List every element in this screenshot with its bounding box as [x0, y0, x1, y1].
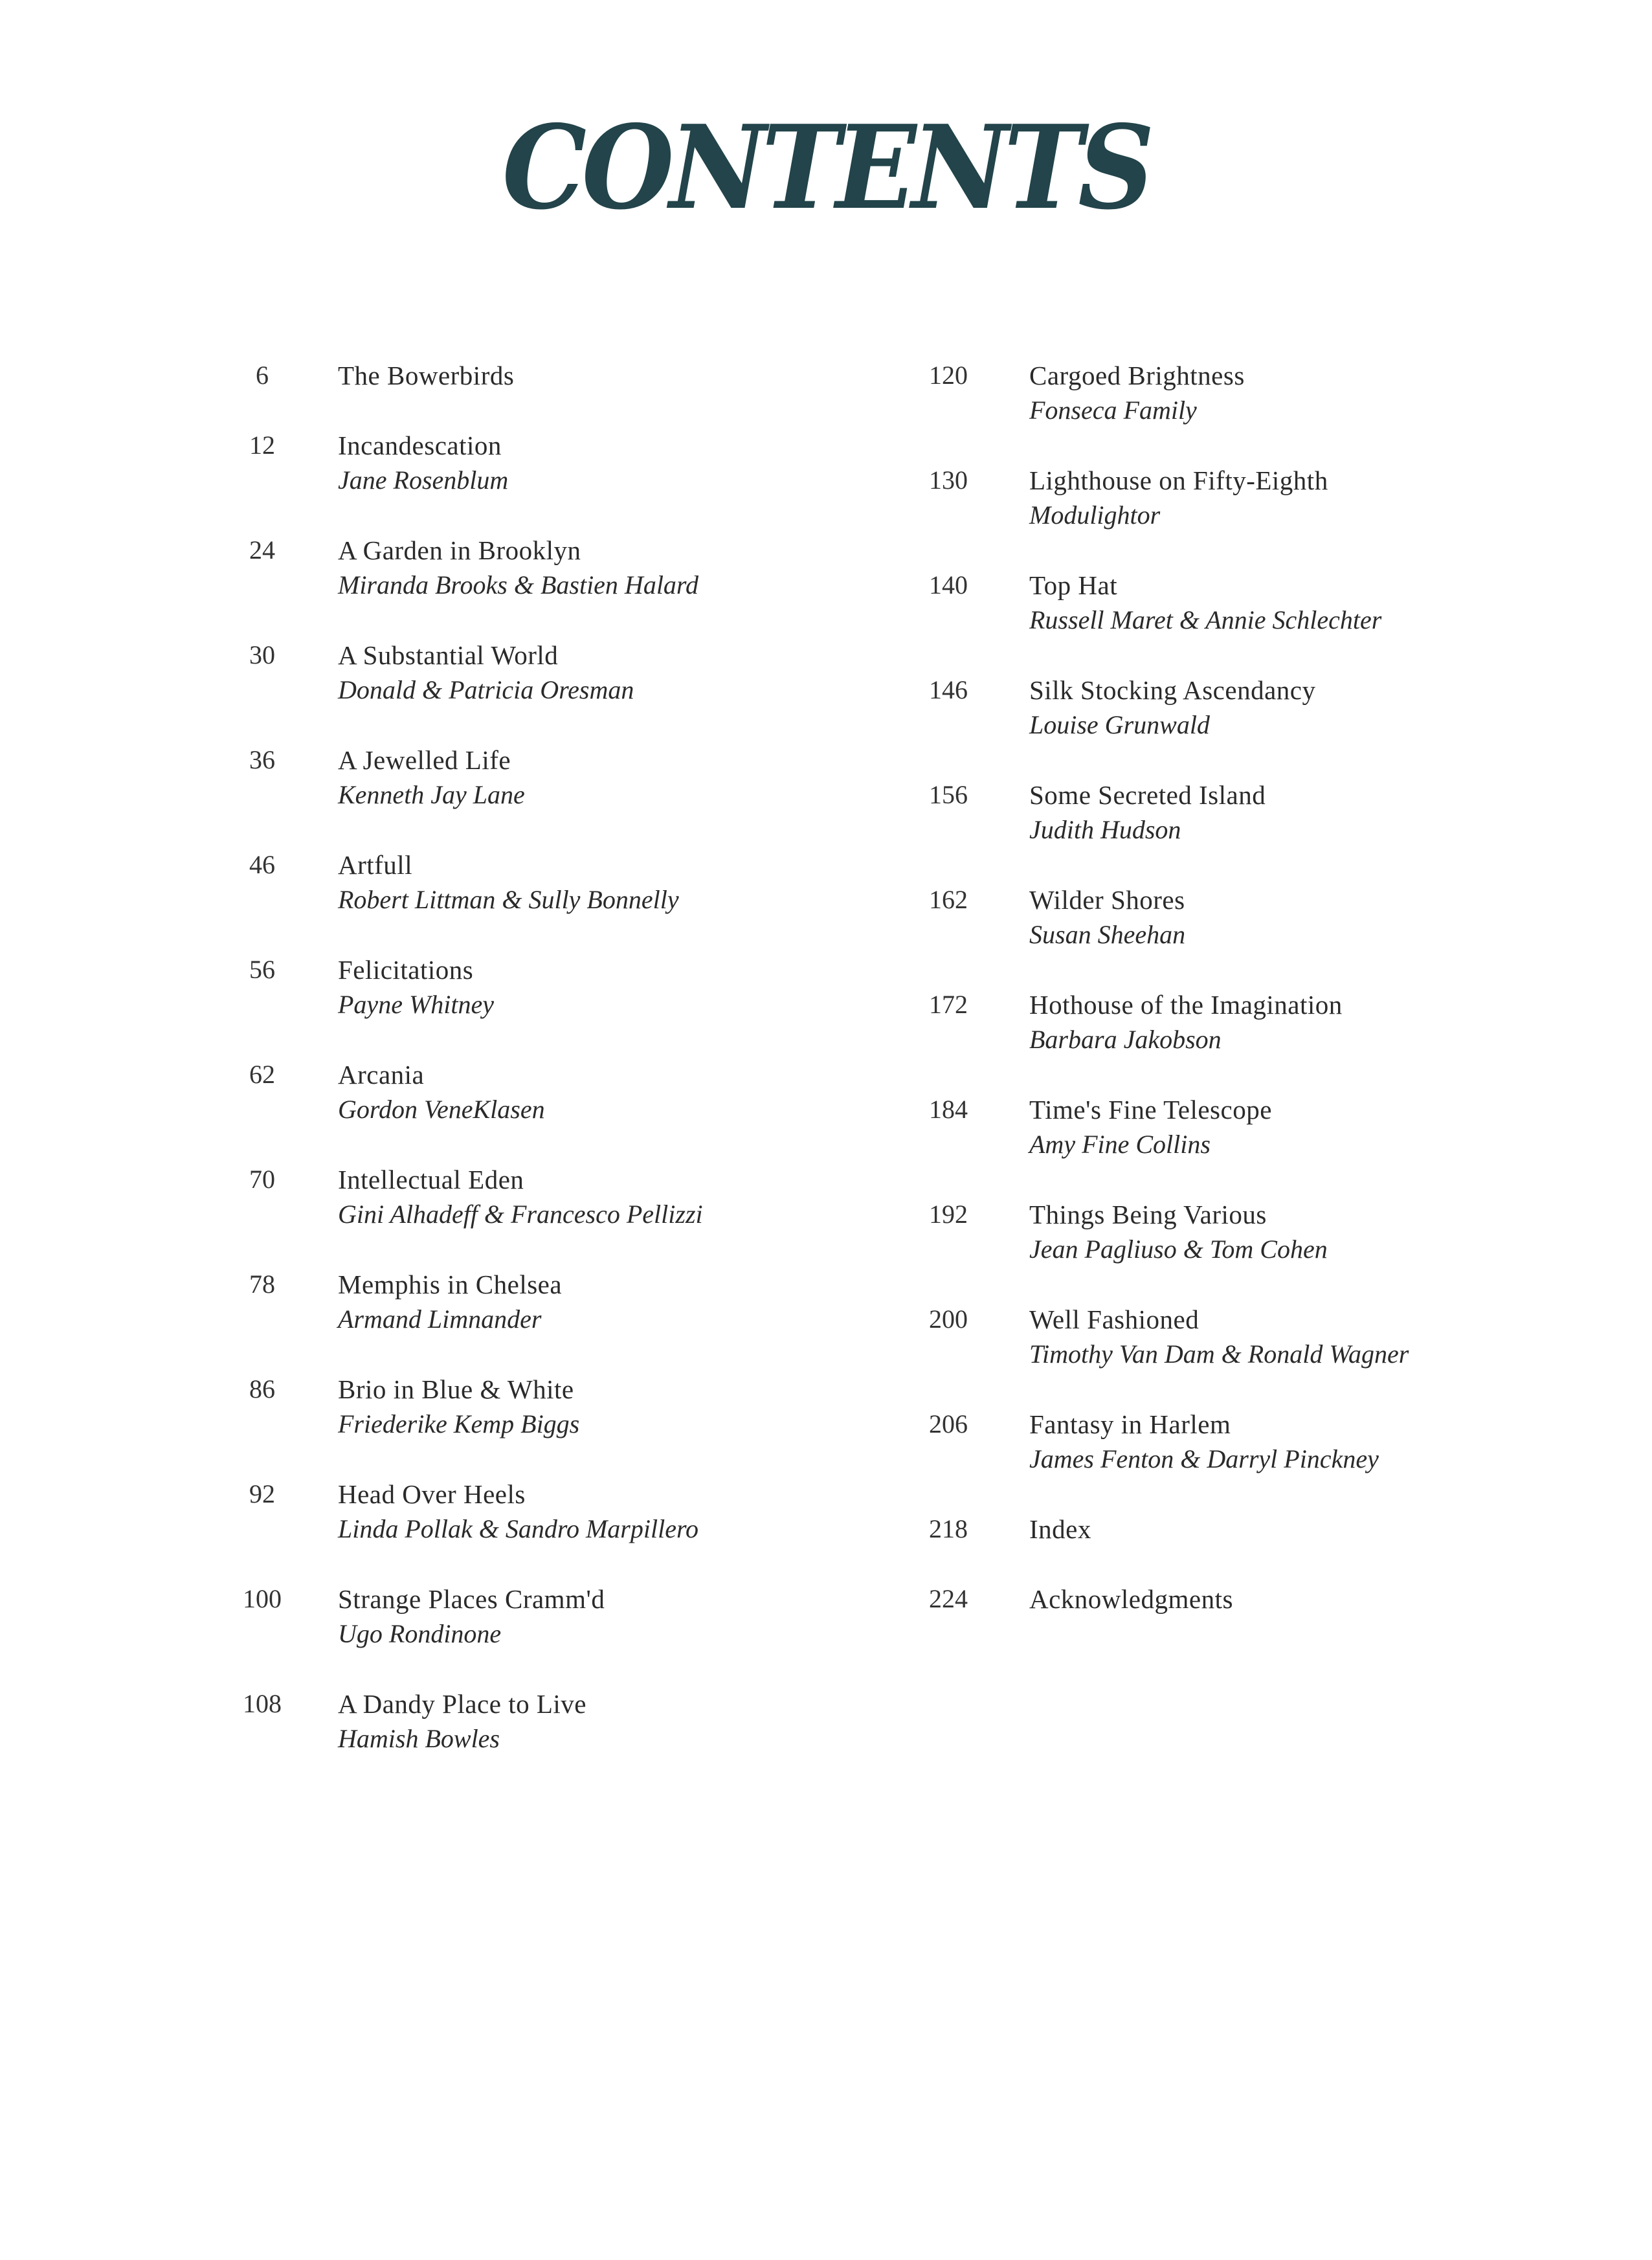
- page-number: 36: [249, 745, 275, 774]
- entry-text: [338, 533, 698, 603]
- entry-title: Index: [1029, 1514, 1091, 1544]
- entry-title: Intellectual Eden: [338, 1165, 524, 1194]
- toc-entry[interactable]: [220, 428, 703, 498]
- entry-title: Fantasy in Harlem: [1029, 1409, 1231, 1439]
- toc-entry[interactable]: [220, 1477, 703, 1547]
- page-number: 6: [256, 361, 269, 390]
- entry-title: Some Secreted Island: [1029, 780, 1266, 810]
- page-number: 86: [249, 1374, 275, 1404]
- entry-text: [1029, 778, 1266, 847]
- entry-text: [1029, 673, 1315, 743]
- page-number: 162: [929, 885, 968, 914]
- entry-text: [338, 743, 525, 812]
- entry-title: A Substantial World: [338, 640, 559, 670]
- entry-author: Russell Maret & Annie Schlechter: [1029, 605, 1382, 634]
- entry-text: [338, 1477, 698, 1547]
- entry-text: [338, 1582, 605, 1651]
- page-number: 140: [929, 570, 968, 599]
- entry-author: Donald & Patricia Oresman: [338, 675, 634, 704]
- toc-entry[interactable]: [220, 638, 703, 708]
- entry-author: Jean Pagliuso & Tom Cohen: [1029, 1235, 1328, 1264]
- page-number: 70: [249, 1165, 275, 1194]
- entry-author: Susan Sheehan: [1029, 920, 1186, 949]
- entry-title: Time's Fine Telescope: [1029, 1095, 1272, 1124]
- entry-title: Incandescation: [338, 431, 502, 460]
- entry-text: [1029, 1092, 1272, 1162]
- toc-entry[interactable]: [220, 847, 703, 917]
- entry-author: Payne Whitney: [338, 990, 494, 1019]
- entry-text: [338, 1162, 703, 1232]
- entry-title: Artfull: [338, 850, 413, 880]
- entry-title: A Jewelled Life: [338, 745, 511, 775]
- toc-entry[interactable]: [906, 1407, 1409, 1477]
- toc-entry[interactable]: [906, 463, 1409, 533]
- entry-text: [338, 358, 514, 393]
- entry-author: Fonseca Family: [1029, 396, 1197, 425]
- page-number: 108: [243, 1689, 282, 1718]
- entry-author: Friederike Kemp Biggs: [338, 1409, 580, 1438]
- entry-text: [338, 428, 508, 498]
- entry-text: [1029, 568, 1381, 638]
- toc-entry[interactable]: [220, 1372, 703, 1442]
- entry-title: Head Over Heels: [338, 1479, 526, 1509]
- toc-entry[interactable]: [906, 987, 1409, 1057]
- entry-text: [338, 952, 494, 1022]
- entry-title: Arcania: [338, 1060, 425, 1090]
- entry-title: Cargoed Brightness: [1029, 361, 1245, 390]
- entry-author: Armand Limnander: [338, 1304, 542, 1334]
- entry-text: [1029, 1512, 1091, 1547]
- entry-text: [338, 1267, 562, 1337]
- entry-text: [1029, 1302, 1409, 1372]
- page-number: 46: [249, 850, 275, 879]
- page-number: 62: [249, 1060, 275, 1089]
- page-number: 156: [929, 780, 968, 809]
- page-number: 24: [249, 535, 275, 565]
- entry-title: A Garden in Brooklyn: [338, 535, 581, 565]
- entry-text: [338, 1372, 579, 1442]
- entry-author: Jane Rosenblum: [338, 465, 509, 495]
- entry-title: Hothouse of the Imagination: [1029, 990, 1343, 1020]
- entry-title: Wilder Shores: [1029, 885, 1185, 915]
- entry-author: James Fenton & Darryl Pinckney: [1029, 1444, 1379, 1473]
- page-number: 172: [929, 990, 968, 1019]
- page-title: CONTENTS: [502, 100, 1150, 235]
- entry-title: Acknowledgments: [1029, 1584, 1233, 1614]
- toc-entry[interactable]: [220, 743, 703, 812]
- entry-text: [338, 847, 679, 917]
- entry-author: Amy Fine Collins: [1029, 1130, 1211, 1159]
- page-number: 192: [929, 1200, 968, 1229]
- entry-text: [1029, 1407, 1379, 1477]
- page-number: 92: [249, 1479, 275, 1508]
- entry-text: [1029, 1197, 1328, 1267]
- page-number: 30: [249, 640, 275, 669]
- page-number: 120: [929, 361, 968, 390]
- entry-text: [1029, 882, 1185, 952]
- toc-entry[interactable]: [220, 1162, 703, 1232]
- page-number: 12: [249, 431, 275, 460]
- toc-entry[interactable]: [220, 952, 703, 1022]
- entry-text: [338, 1057, 545, 1127]
- entry-title: Strange Places Cramm'd: [338, 1584, 605, 1614]
- toc-entry[interactable]: [220, 1582, 703, 1651]
- toc-column-right: [906, 358, 1409, 1651]
- entry-text: [1029, 358, 1245, 428]
- entry-author: Ugo Rondinone: [338, 1619, 502, 1648]
- page-number: 78: [249, 1270, 275, 1299]
- page-number: 56: [249, 955, 275, 984]
- entry-author: Timothy Van Dam & Ronald Wagner: [1029, 1339, 1409, 1369]
- toc-entry[interactable]: [906, 1582, 1409, 1617]
- entry-author: Gini Alhadeff & Francesco Pellizzi: [338, 1200, 703, 1229]
- entry-title: Well Fashioned: [1029, 1304, 1200, 1334]
- toc-entry[interactable]: [220, 358, 703, 393]
- entry-text: [338, 638, 634, 708]
- page-number: 218: [929, 1514, 968, 1543]
- entry-author: Hamish Bowles: [338, 1724, 500, 1753]
- entry-author: Gordon VeneKlasen: [338, 1095, 545, 1124]
- entry-title: Brio in Blue & White: [338, 1374, 574, 1404]
- entry-title: Things Being Various: [1029, 1200, 1267, 1229]
- entry-text: [1029, 1582, 1233, 1617]
- entry-title: Silk Stocking Ascendancy: [1029, 675, 1316, 705]
- toc-entry[interactable]: [906, 358, 1409, 428]
- toc-entry[interactable]: [906, 882, 1409, 952]
- entry-author: Modulightor: [1029, 500, 1161, 530]
- page-number: 200: [929, 1304, 968, 1334]
- toc-entry[interactable]: [220, 533, 703, 603]
- entry-text: [338, 1686, 586, 1756]
- toc-entry[interactable]: [220, 1057, 703, 1127]
- page-number: 206: [929, 1409, 968, 1438]
- toc-entry[interactable]: [220, 1267, 703, 1337]
- toc-entry[interactable]: [906, 778, 1409, 847]
- entry-title: Memphis in Chelsea: [338, 1270, 563, 1299]
- entry-author: Barbara Jakobson: [1029, 1025, 1222, 1054]
- entry-author: Miranda Brooks & Bastien Halard: [338, 570, 699, 599]
- entry-author: Louise Grunwald: [1029, 710, 1210, 739]
- toc-entry[interactable]: [906, 673, 1409, 743]
- page-number: 224: [929, 1584, 968, 1613]
- entry-title: Felicitations: [338, 955, 474, 985]
- toc-entry[interactable]: [906, 1197, 1409, 1267]
- entry-title: Top Hat: [1029, 570, 1118, 600]
- page-number: 100: [243, 1584, 282, 1613]
- entry-title: The Bowerbirds: [338, 361, 515, 390]
- page-number: 130: [929, 465, 968, 495]
- entry-title: Lighthouse on Fifty-Eighth: [1029, 465, 1328, 495]
- entry-author: Robert Littman & Sully Bonnelly: [338, 885, 679, 914]
- toc-entry[interactable]: [906, 568, 1409, 638]
- entry-author: Judith Hudson: [1029, 815, 1181, 844]
- entry-text: [1029, 987, 1343, 1057]
- toc-entry[interactable]: [906, 1092, 1409, 1162]
- entry-text: [1029, 463, 1328, 533]
- entry-author: Linda Pollak & Sandro Marpillero: [338, 1514, 699, 1543]
- toc-entry[interactable]: [906, 1512, 1409, 1547]
- toc-entry[interactable]: [220, 1686, 703, 1756]
- entry-title: A Dandy Place to Live: [338, 1689, 586, 1719]
- toc-column-left: [220, 358, 703, 1791]
- toc-entry[interactable]: [906, 1302, 1409, 1372]
- page-number: 146: [929, 675, 968, 704]
- page-number: 184: [929, 1095, 968, 1124]
- entry-author: Kenneth Jay Lane: [338, 780, 525, 809]
